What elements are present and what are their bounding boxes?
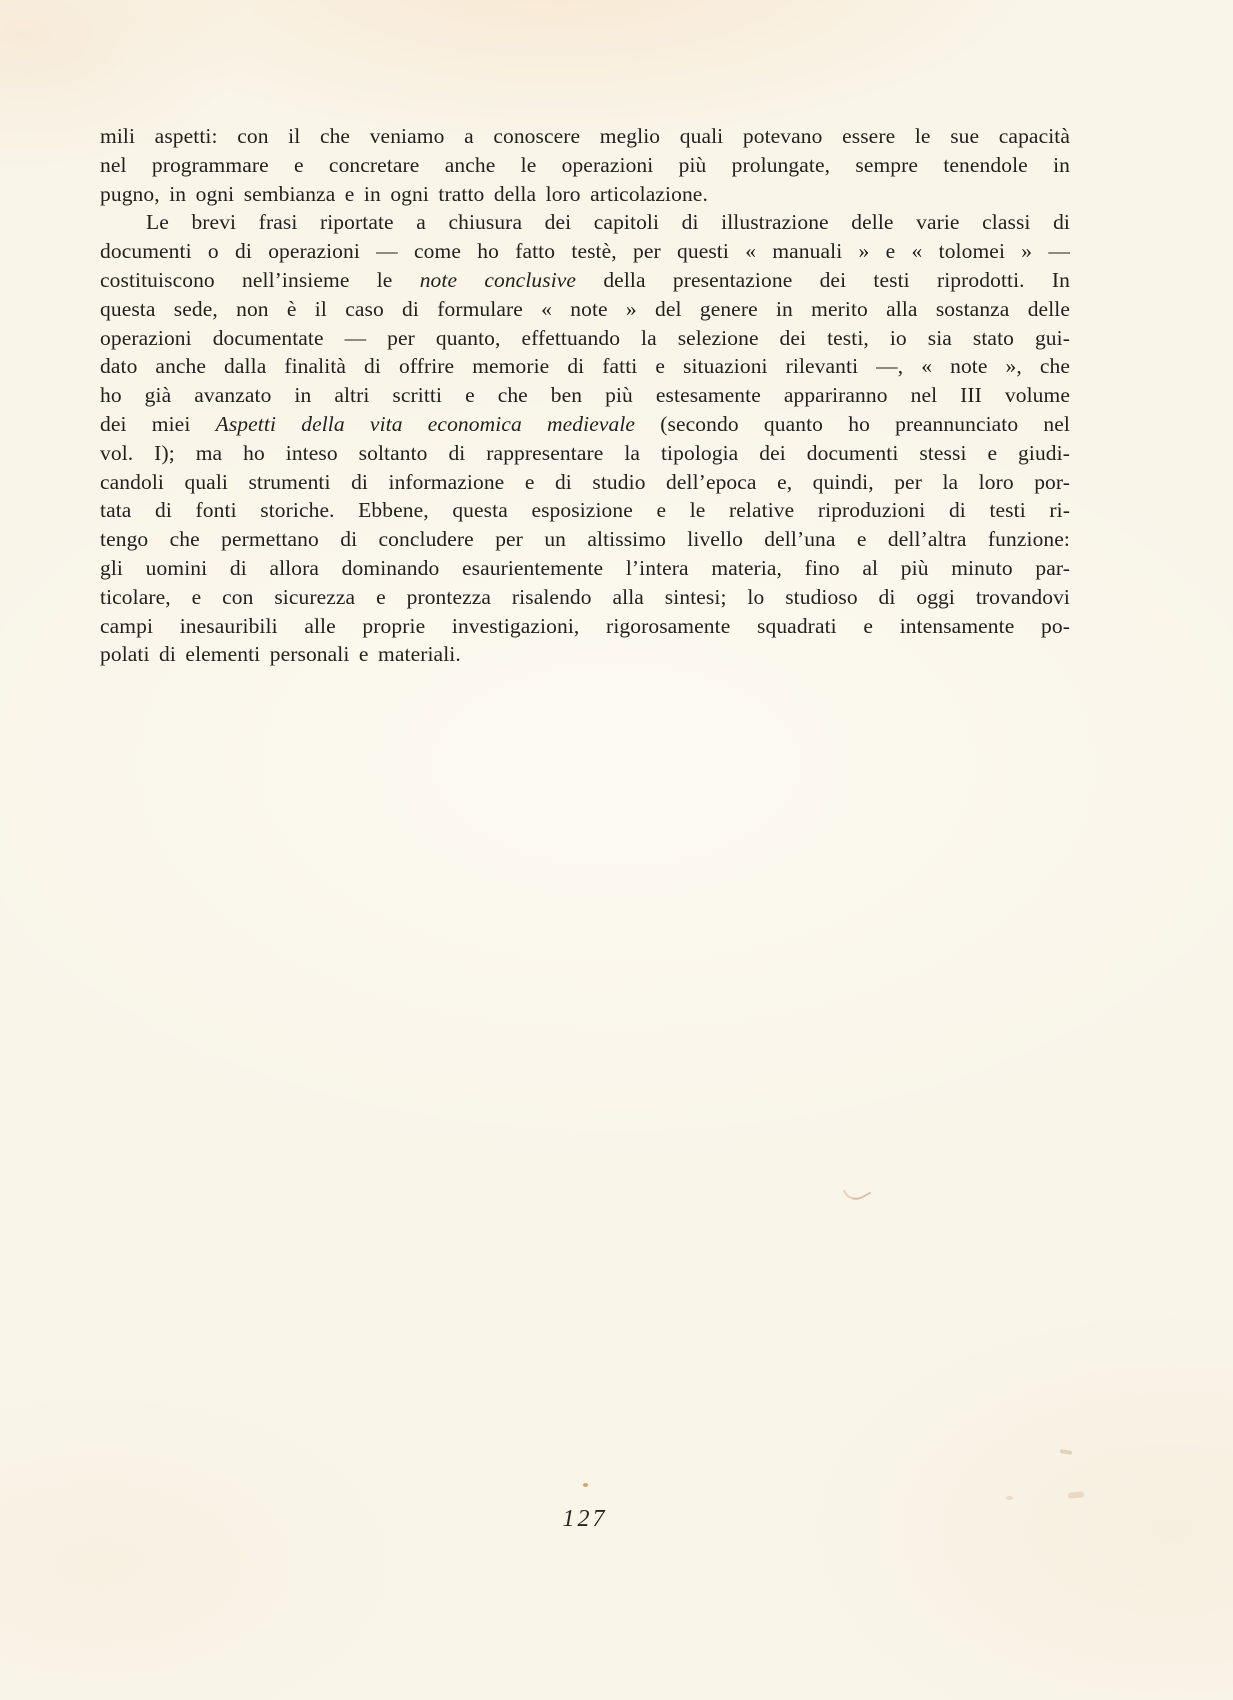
text-line <box>100 324 1070 353</box>
paper-speck <box>1006 1496 1013 1500</box>
text-segment: documenti o di operazioni — come ho fatto testè, per questi « manuali » e « tolomei » — <box>100 239 1070 264</box>
text-line <box>100 266 1070 295</box>
text-line <box>100 381 1070 410</box>
text-segment: campi inesauribili alle proprie investigazioni, rigorosamente squadrati e intensamente po- <box>100 613 1070 638</box>
text-block <box>100 122 1070 669</box>
text-segment: dei miei <box>100 411 216 436</box>
text-line <box>100 122 1070 151</box>
text-line <box>100 237 1070 266</box>
text-segment: questa sede, non è il caso di formulare « note » del genere in merito alla sostanza delle <box>100 296 1070 321</box>
italic-text-segment: Aspetti della vita economica medievale <box>215 411 636 436</box>
text-line <box>100 468 1070 497</box>
text-segment: della presentazione dei testi riprodotti. In <box>576 267 1070 292</box>
text-segment: candoli quali strumenti di informazione e di studio dell’epoca e, quindi, per la loro por- <box>100 469 1070 494</box>
ink-smudge-squiggle <box>843 1179 872 1204</box>
text-segment: nel programmare e concretare anche le operazioni più prolungate, sempre tenendole in <box>100 152 1070 177</box>
text-line <box>100 640 1070 669</box>
text-segment: polati di elementi personali e materiali. <box>100 642 461 667</box>
text-line <box>100 554 1070 583</box>
text-line <box>100 352 1070 381</box>
text-line <box>100 439 1070 468</box>
text-segment: mili aspetti: con il che veniamo a conoscere meglio quali potevano essere le sue capacità <box>100 124 1070 148</box>
text-segment: tata di fonti storiche. Ebbene, questa esposizione e le relative riproduzioni di testi ri- <box>100 498 1070 523</box>
paper-speck-dot <box>583 1483 588 1487</box>
paper-speck <box>1068 1491 1085 1499</box>
text-segment: (secondo quanto ho preannunciato nel <box>635 411 1071 436</box>
text-line <box>100 410 1070 439</box>
text-line <box>100 525 1070 554</box>
text-segment: tengo che permettano di concludere per un altissimo livello dell’una e dell’altra funzione: <box>100 527 1070 552</box>
text-segment: costituiscono nell’insieme le <box>100 267 420 292</box>
text-segment: Le brevi frasi riportate a chiusura dei capitoli di illustrazione delle varie classi di <box>146 210 1070 235</box>
text-line <box>100 583 1070 612</box>
text-segment: pugno, in ogni sembianza e in ogni tratto della loro articolazione. <box>100 181 708 206</box>
text-line <box>100 151 1070 180</box>
text-line <box>100 295 1070 324</box>
text-line <box>100 208 1070 237</box>
text-segment: ho già avanzato in altri scritti e che ben più estesamente appariranno nel III volume <box>100 383 1070 408</box>
text-line <box>100 496 1070 525</box>
text-segment: ticolare, e con sicurezza e prontezza risalendo alla sintesi; lo studioso di oggi trovandovi <box>100 584 1070 609</box>
text-segment: operazioni documentate — per quanto, effettuando la selezione dei testi, io sia stato gui- <box>100 325 1070 350</box>
text-segment: gli uomini di allora dominando esaurientemente l’intera materia, fino al più minuto par- <box>100 555 1070 580</box>
page-number: 127 <box>562 1506 608 1532</box>
text-segment: vol. I); ma ho inteso soltanto di rappresentare la tipologia dei documenti stessi e giudi- <box>100 440 1070 465</box>
italic-text-segment: note conclusive <box>419 267 577 292</box>
text-line <box>100 180 1070 209</box>
text-line <box>100 612 1070 641</box>
paper-speck <box>1060 1449 1072 1455</box>
text-segment: dato anche dalla finalità di offrire memorie di fatti e situazioni rilevanti —, « note », che <box>100 354 1070 379</box>
